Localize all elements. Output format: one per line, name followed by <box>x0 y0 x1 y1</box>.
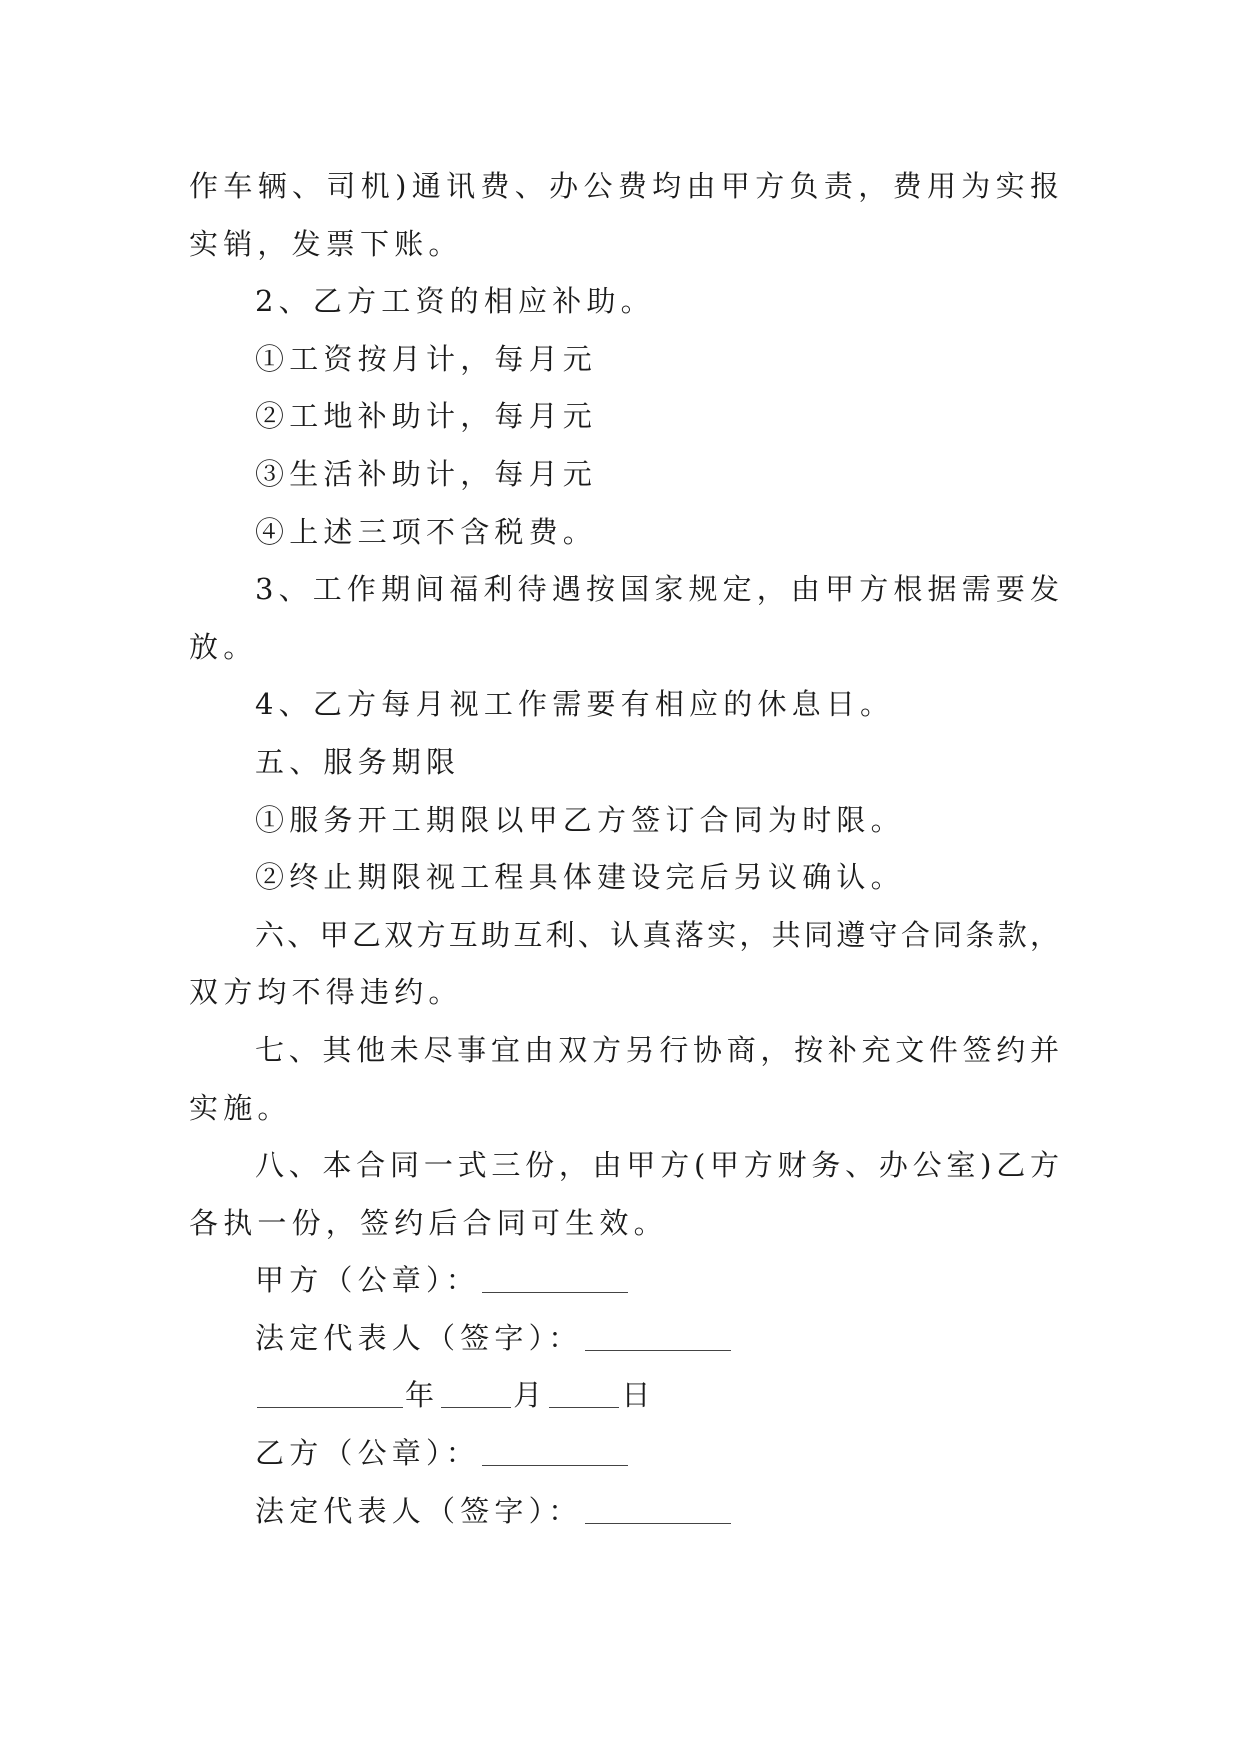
paragraph-line: 4、乙方每月视工作需要有相应的休息日。 <box>255 687 895 722</box>
section-heading: 五、服务期限 <box>255 744 461 779</box>
paragraph-line: 2、乙方工资的相应补助。 <box>255 284 655 319</box>
paragraph-line: 各执一份，签约后合同可生效。 <box>189 1205 668 1240</box>
paragraph-line: 双方均不得违约。 <box>189 975 463 1010</box>
document-body <box>189 158 1059 1540</box>
party-a-seal-row <box>189 1252 1059 1310</box>
party-a-rep-blank <box>585 1321 731 1351</box>
party-b-seal-row <box>189 1425 1059 1483</box>
list-item: ③生活补助计，每月元 <box>255 456 598 491</box>
day-label: 日 <box>621 1378 656 1413</box>
year-label: 年 <box>405 1378 440 1413</box>
paragraph-line: 3、工作期间福利待遇按国家规定，由甲方根据需要发 <box>255 572 1059 607</box>
date-row <box>189 1367 1059 1425</box>
paragraph-line: 实施。 <box>189 1090 292 1125</box>
paragraph-line: 八、本合同一式三份，由甲方(甲方财务、办公室)乙方 <box>255 1148 1059 1183</box>
party-b-rep-row <box>189 1483 1059 1541</box>
party-b-seal-label: 乙方（公章）： <box>255 1436 480 1471</box>
month-blank <box>441 1378 511 1408</box>
list-item: ①工资按月计，每月元 <box>255 341 598 376</box>
month-label: 月 <box>513 1378 548 1413</box>
list-item: ②终止期限视工程具体建设完后另议确认。 <box>255 860 905 895</box>
paragraph-line: 作车辆、司机)通讯费、办公费均由甲方负责，费用为实报 <box>189 169 1059 203</box>
list-item: ①服务开工期限以甲乙方签订合同为时限。 <box>255 802 905 837</box>
day-blank <box>549 1378 619 1408</box>
paragraph-line: 放。 <box>189 629 258 664</box>
party-b-rep-label: 法定代表人（签字）： <box>255 1493 583 1528</box>
party-b-seal-blank <box>482 1436 628 1466</box>
party-a-seal-label: 甲方（公章）： <box>255 1263 480 1298</box>
party-a-seal-blank <box>482 1263 628 1293</box>
list-item: ②工地补助计，每月元 <box>255 399 598 434</box>
party-a-rep-label: 法定代表人（签字）： <box>255 1320 583 1355</box>
list-item: ④上述三项不含税费。 <box>255 514 598 549</box>
party-b-rep-blank <box>585 1494 731 1524</box>
paragraph-line: 六、甲乙双方互助互利、认真落实，共同遵守合同条款， <box>255 917 1059 952</box>
party-a-rep-row <box>189 1310 1059 1368</box>
year-blank <box>257 1378 403 1408</box>
paragraph-line: 实销，发票下账。 <box>189 226 463 261</box>
paragraph-line: 七、其他未尽事宜由双方另行协商，按补充文件签约并 <box>255 1032 1059 1067</box>
